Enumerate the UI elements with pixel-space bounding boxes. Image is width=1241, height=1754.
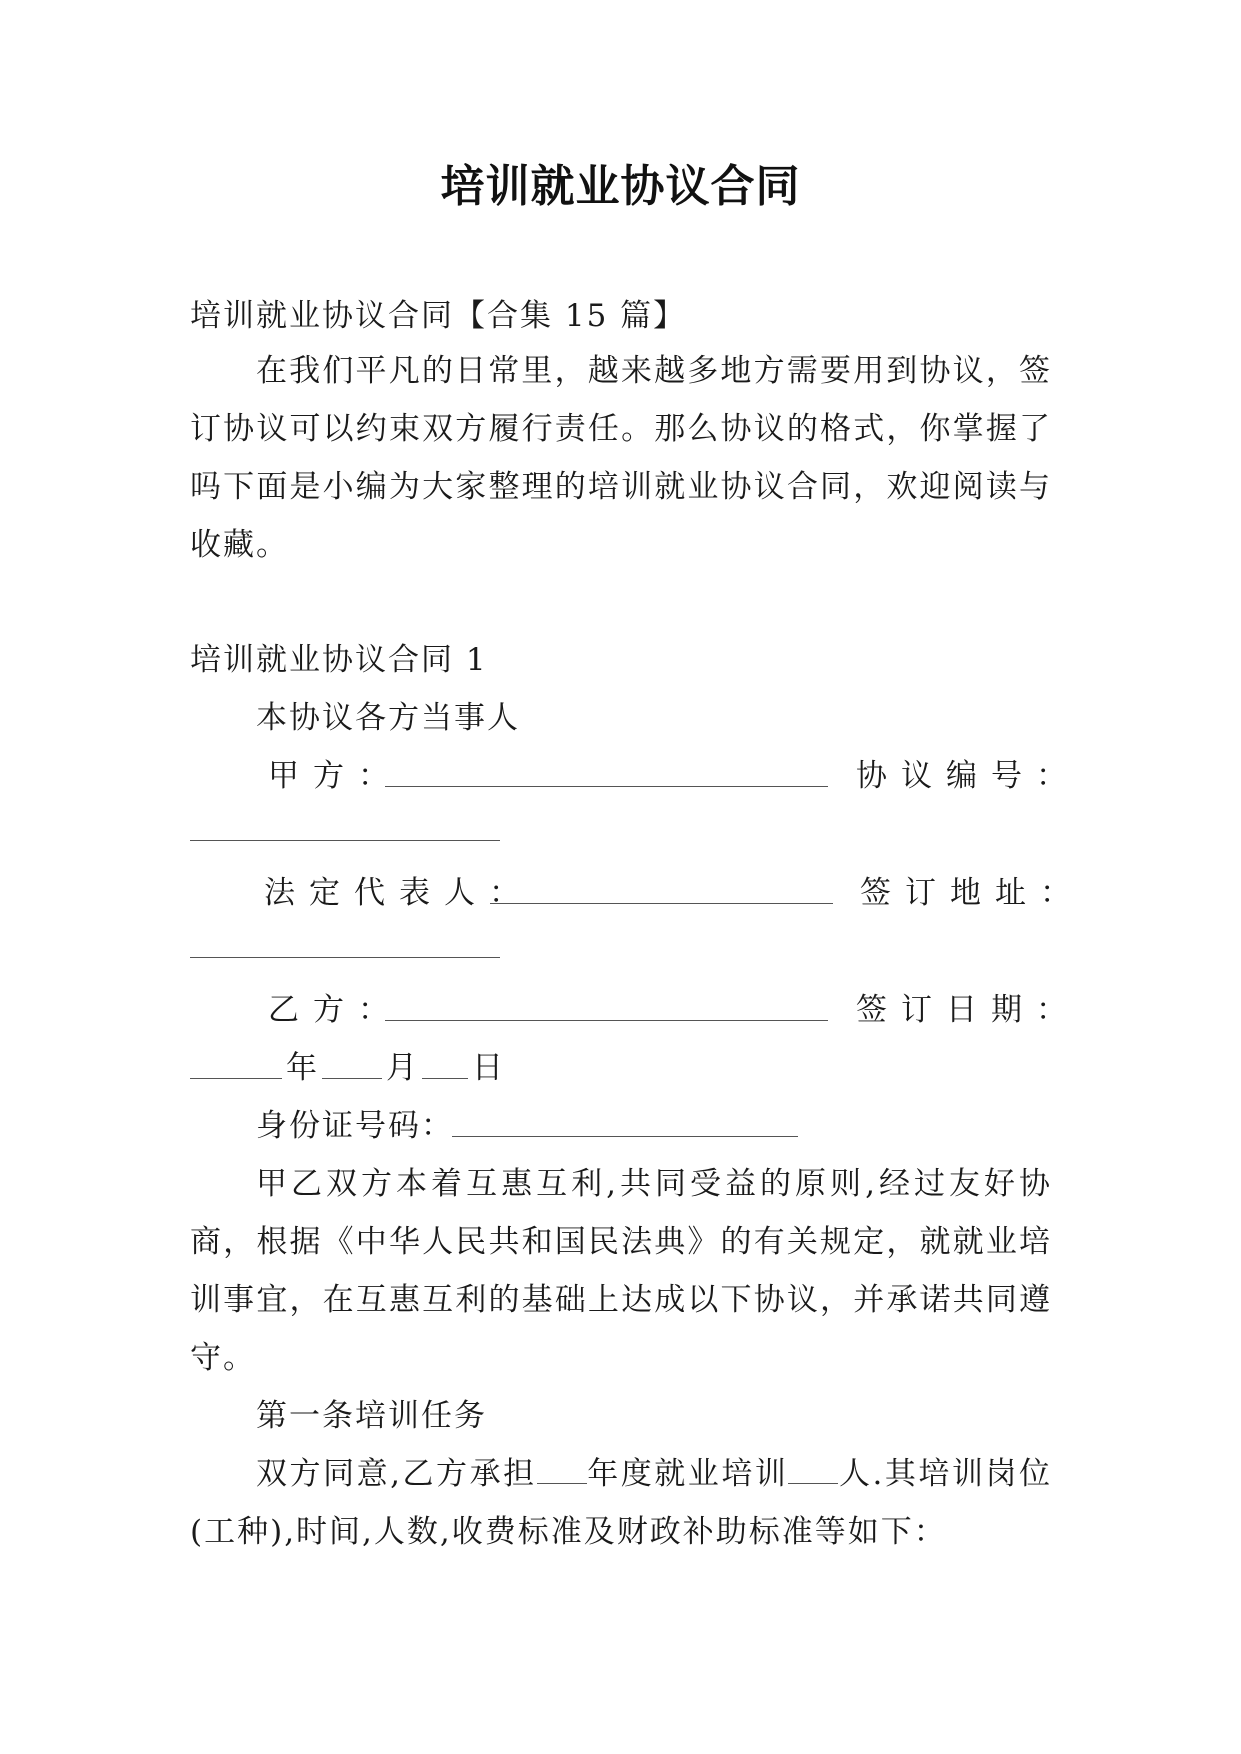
day-blank bbox=[422, 1048, 468, 1079]
id-number-blank bbox=[452, 1106, 798, 1137]
intro-paragraph: 在我们平凡的日常里，越来越多地方需要用到协议，签订协议可以约束双方履行责任。那么协议的格式，你掌握了吗下面是小编为大家整理的培训就业协议合同，欢迎阅读与收藏。 bbox=[190, 353, 1052, 563]
preamble-paragraph: 甲乙双方本着互惠互利,共同受益的原则,经过友好协商，根据《中华人民共和国民法典》的有关规定，就就业培训事宜，在互惠互利的基础上达成以下协议，并承诺共同遵守。 bbox=[190, 1166, 1052, 1376]
trainee-count-blank bbox=[788, 1453, 838, 1484]
agreement-number-label: 协议编号： bbox=[856, 758, 1081, 794]
parties-label: 本协议各方当事人 bbox=[256, 700, 520, 736]
section-heading: 培训就业协议合同 1 bbox=[190, 642, 488, 678]
legal-representative-label: 法定代表人： bbox=[264, 875, 534, 911]
article-heading: 第一条培训任务 bbox=[256, 1398, 487, 1434]
article-paragraph bbox=[190, 1445, 1052, 1561]
agreement-number-blank bbox=[190, 810, 500, 841]
legal-representative-blank bbox=[490, 873, 833, 904]
party-b-blank bbox=[385, 990, 828, 1021]
signing-address-blank bbox=[190, 927, 500, 958]
month-blank bbox=[322, 1048, 382, 1079]
party-a-label: 甲方： bbox=[268, 758, 403, 794]
article-text-part-3: 人.其培训岗位(工种),时间,人数,收费标准及财政补助标准等如下： bbox=[190, 1456, 1053, 1550]
party-a-blank bbox=[385, 756, 828, 787]
article-text-part-2: 年度就业培训 bbox=[586, 1456, 789, 1492]
document-title: 培训就业协议合同 bbox=[440, 161, 801, 212]
signing-address-label: 签订地址： bbox=[860, 875, 1085, 911]
month-label: 月 bbox=[386, 1050, 419, 1086]
id-number-label: 身份证号码： bbox=[256, 1108, 454, 1144]
year-label: 年 bbox=[286, 1050, 319, 1086]
signing-date-label: 签订日期： bbox=[856, 992, 1081, 1028]
year-blank bbox=[190, 1048, 282, 1079]
article-text-part-1: 双方同意,乙方承担 bbox=[256, 1456, 537, 1492]
collection-heading: 培训就业协议合同【合集 15 篇】 bbox=[190, 298, 687, 334]
party-b-label: 乙方： bbox=[268, 992, 403, 1028]
day-label: 日 bbox=[472, 1050, 505, 1086]
year-count-blank bbox=[537, 1453, 587, 1484]
